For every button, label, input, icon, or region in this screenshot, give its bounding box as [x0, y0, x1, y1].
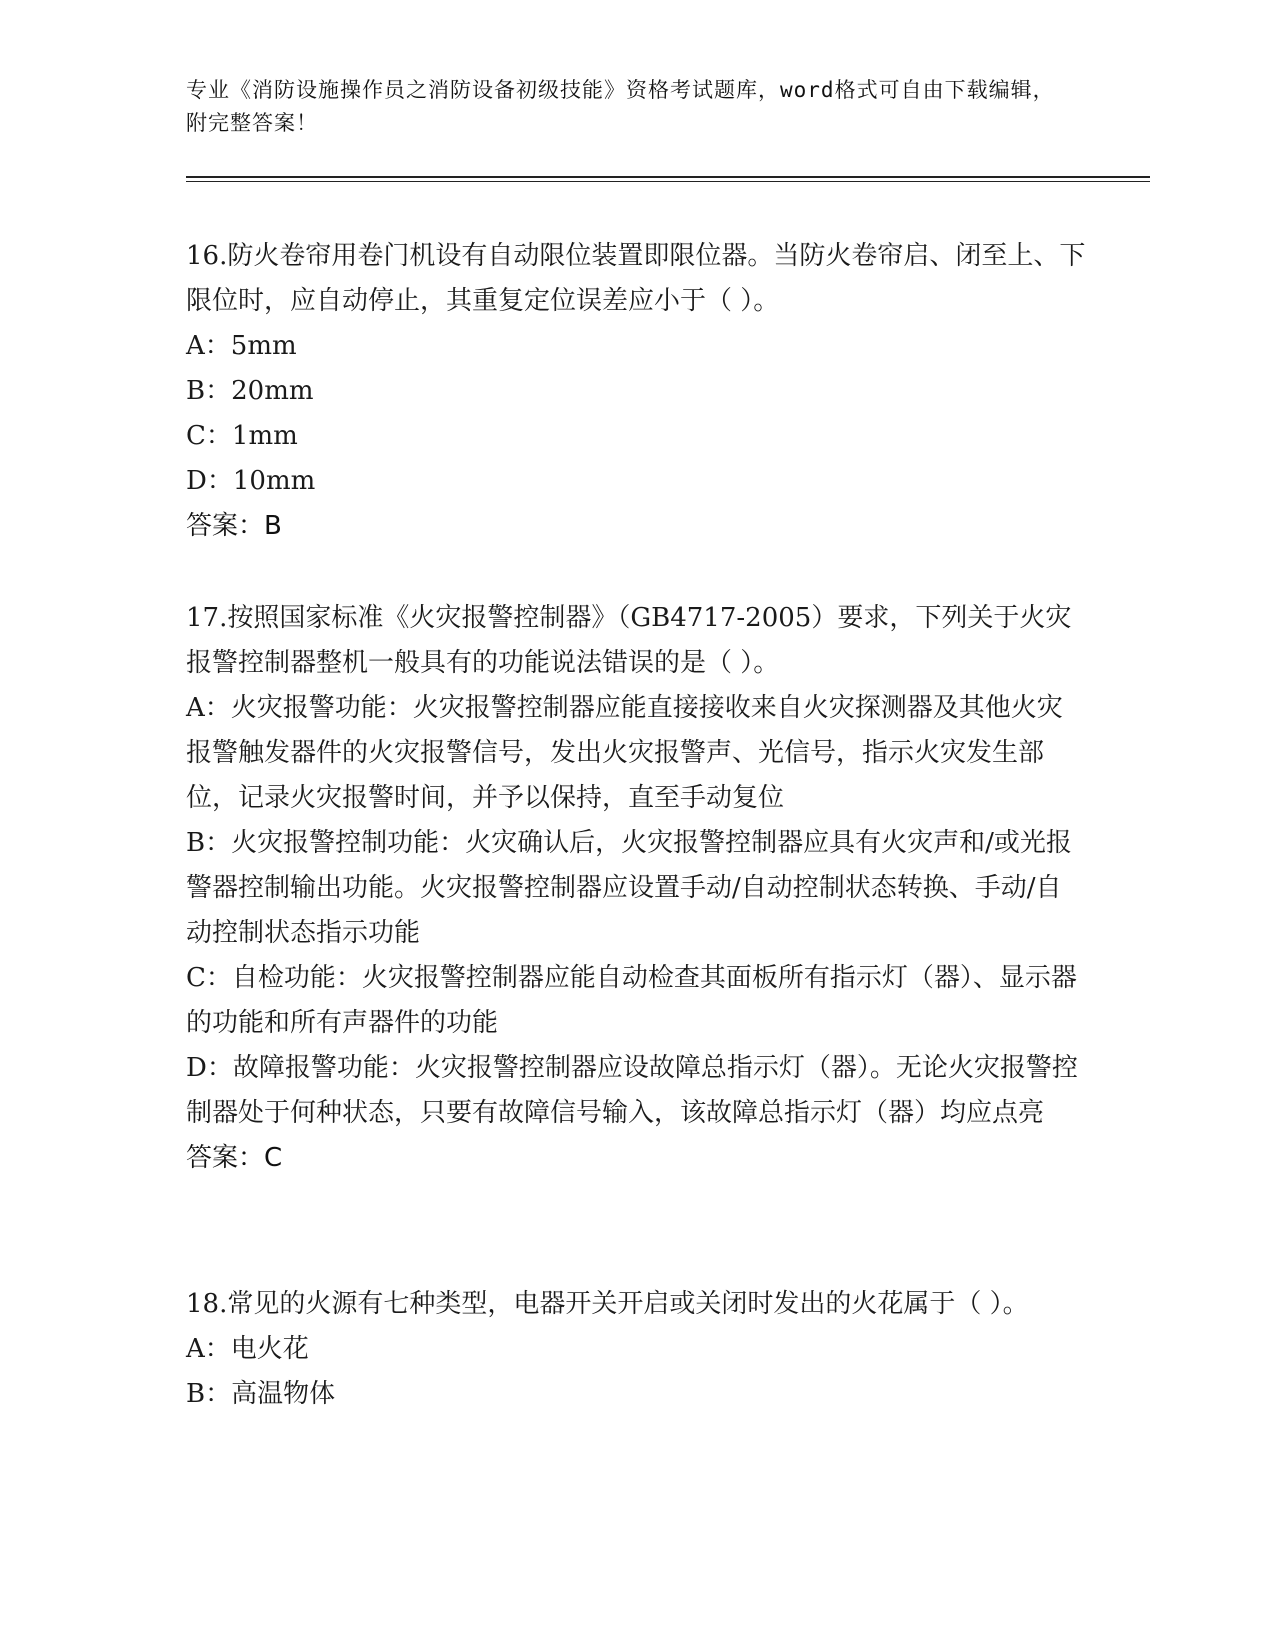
option-text: 高温物体	[231, 1379, 336, 1409]
question-16	[186, 234, 1086, 549]
answer: 答案：C	[186, 1143, 283, 1173]
option-label: B：	[186, 376, 232, 406]
option-text: 1mm	[231, 421, 298, 451]
option-label: A：	[186, 693, 231, 723]
option-b	[186, 821, 1086, 956]
option-text: 电火花	[230, 1334, 309, 1364]
option-d	[186, 1046, 1086, 1136]
option-text: 故障报警功能：火灾报警控制器应设故障总指示灯（器）。无论火灾报警控制器处于何种状态，只要有故障信号输入，该故障总指示灯（器）均应点亮	[186, 1053, 1078, 1128]
option-b	[186, 1372, 1086, 1417]
option-d	[186, 459, 1086, 504]
question-17	[186, 596, 1086, 1181]
option-label: B：	[186, 828, 232, 858]
option-label: D：	[186, 1053, 233, 1083]
header-intro: 专业《消防设施操作员之消防设备初级技能》资格考试题库，word格式可自由下载编辑，附完整答案！	[186, 78, 1055, 135]
option-b	[186, 369, 1086, 414]
option-label: A：	[186, 331, 231, 361]
answer: 答案：B	[186, 511, 282, 541]
option-text: 10mm	[232, 466, 316, 496]
option-label: C：	[186, 421, 232, 451]
option-label: C：	[186, 963, 232, 993]
option-text: 火灾报警控制功能：火灾确认后，火灾报警控制器应具有火灾声和/或光报警器控制输出功能。火灾报警控制器应设置手动/自动控制状态转换、手动/自动控制状态指示功能	[186, 828, 1072, 948]
option-text: 20mm	[231, 376, 314, 406]
question-stem: 18.常见的火源有七种类型，电器开关开启或关闭时发出的火花属于（ ）。	[186, 1289, 1029, 1319]
question-18	[186, 1282, 1086, 1417]
option-label: A：	[186, 1334, 231, 1364]
header-rule-thin	[186, 181, 1150, 182]
option-text: 火灾报警功能：火灾报警控制器应能直接接收来自火灾探测器及其他火灾报警触发器件的火灾报警信号，发出火灾报警声、光信号，指示火灾发生部位，记录火灾报警时间，并予以保持，直至手动复位	[186, 693, 1063, 813]
question-stem: 17.按照国家标准《火灾报警控制器》（GB4717-2005）要求，下列关于火灾报警控制器整机一般具有的功能说法错误的是（ ）。	[186, 603, 1072, 678]
question-stem: 16.防火卷帘用卷门机设有自动限位装置即限位器。当防火卷帘启、闭至上、下限位时，应自动停止，其重复定位误差应小于（ ）。	[186, 241, 1086, 316]
option-text: 5mm	[230, 331, 297, 361]
header-rule-thick	[186, 176, 1150, 178]
option-a	[186, 686, 1086, 821]
option-a	[186, 324, 1086, 369]
option-label: D：	[186, 466, 233, 496]
option-text: 自检功能：火灾报警控制器应能自动检查其面板所有指示灯（器）、显示器的功能和所有声器件的功能	[186, 963, 1077, 1038]
option-label: B：	[186, 1379, 232, 1409]
option-c	[186, 956, 1086, 1046]
option-a	[186, 1327, 1086, 1372]
option-c	[186, 414, 1086, 459]
